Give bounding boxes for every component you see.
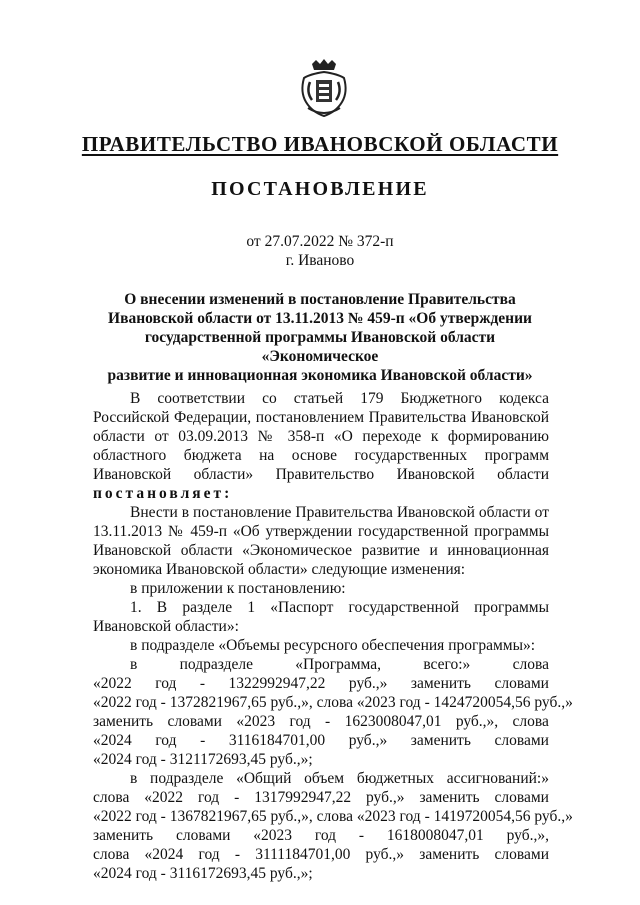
- word: слова: [93, 846, 130, 863]
- word: «2023: [253, 827, 293, 844]
- word: заменить: [410, 732, 471, 749]
- word: руб.,»,: [506, 827, 549, 844]
- word: подразделе: [150, 770, 224, 787]
- word: «2022: [144, 789, 184, 806]
- word: подразделе: [179, 656, 253, 673]
- paragraph-resources-subsection: в подразделе «Объемы ресурсного обеспечения программы»:: [130, 637, 536, 654]
- word: руб.,»: [348, 732, 388, 749]
- word: руб.,»: [348, 675, 388, 692]
- word: словами: [494, 675, 549, 692]
- paragraph-preamble: [93, 389, 549, 503]
- text-line: [93, 712, 549, 731]
- text-line: [93, 845, 549, 864]
- word: слова: [512, 713, 549, 730]
- word: бюджетных: [356, 770, 434, 787]
- word: 1618008047,01: [386, 827, 484, 844]
- word: в: [130, 656, 138, 673]
- subject-line: развитие и инновационная экономика Ивановской области»: [107, 367, 533, 384]
- text-line: [93, 826, 549, 845]
- word: -: [325, 713, 331, 730]
- word: год: [155, 675, 177, 692]
- word: 1623008047,01: [344, 713, 442, 730]
- word: 1322992947,22: [228, 675, 326, 692]
- text-line: [93, 769, 549, 788]
- word: 3116184701,00: [228, 732, 326, 749]
- government-title: ПРАВИТЕЛЬСТВО ИВАНОВСКОЙ ОБЛАСТИ: [81, 132, 559, 156]
- word: объем: [304, 770, 345, 787]
- word: год: [155, 732, 177, 749]
- word: слова: [512, 656, 549, 673]
- word: год: [314, 827, 337, 844]
- word: руб.,»,: [455, 713, 499, 730]
- word: год: [197, 789, 220, 806]
- coat-of-arms-emblem: [298, 58, 350, 120]
- word: -: [200, 732, 206, 749]
- text-line: [93, 731, 549, 750]
- text-line: [93, 788, 549, 807]
- text-line: [93, 655, 549, 674]
- paragraph-program-total: [93, 655, 573, 769]
- word: словами: [167, 713, 222, 730]
- paragraph-budget-allocations: [93, 769, 573, 883]
- word: -: [199, 675, 206, 692]
- paragraph-amendment-intro: Внести в постановление Правительства Ивановской области от 13.11.2013 № 459-п «Об утверждении государственной программы Ивановской области «Экономическое развитие и инновационная экономика Ивановской области» следующие изменения:: [93, 504, 549, 578]
- word: словами: [494, 732, 549, 749]
- paragraph-appendix: в приложении к постановлению:: [130, 580, 346, 597]
- word: «2024: [144, 846, 184, 863]
- text-line: «2022 год - 1372821967,65 руб.,», слова «2023 год - 1424720054,56 руб.,»: [93, 694, 573, 711]
- word: «2024: [93, 732, 132, 749]
- word: -: [234, 789, 240, 806]
- text-line: «2024 год - 3121172693,45 руб.,»;: [93, 751, 313, 768]
- subject-line: О внесении изменений в постановление Правительства: [124, 291, 516, 308]
- word: в: [130, 770, 138, 787]
- word: руб.,»: [366, 789, 405, 806]
- paragraph-section-1: 1. В разделе 1 «Паспорт государственной программы Ивановской области»:: [93, 599, 549, 635]
- word: словами: [494, 789, 549, 806]
- subject-line: Ивановской области от 13.11.2013 № 459-п «Об утверждении: [108, 310, 532, 327]
- document-type: ПОСТАНОВЛЕНИЕ: [211, 178, 429, 200]
- word: «2023: [236, 713, 276, 730]
- word: год: [289, 713, 311, 730]
- word: всего:»: [423, 656, 471, 673]
- word: заменить: [419, 846, 480, 863]
- subject-line: государственной программы Ивановской области «Экономическое: [144, 329, 496, 365]
- word: «2022: [93, 675, 132, 692]
- word: заменить: [93, 713, 154, 730]
- text-line: [93, 674, 549, 693]
- resolves-keyword: постановляет:: [93, 485, 233, 502]
- word: заменить: [410, 675, 471, 692]
- document-body: [93, 389, 573, 883]
- word: заменить: [93, 827, 154, 844]
- text-line: «2024 год - 3116172693,45 руб.,»;: [93, 865, 313, 882]
- word: -: [234, 846, 241, 863]
- preamble-text: В соответствии со статьей 179 Бюджетного кодекса Российской Федерации, постановлением Правительства Ивановской области от 03.09.2013 № 358-п «О переходе к формированию областного бюджета на основе государственных программ Ивановской области» Правительство Ивановской области: [93, 390, 549, 483]
- word: словами: [175, 827, 231, 844]
- word: словами: [494, 846, 549, 863]
- word: руб.,»: [365, 846, 405, 863]
- word: заменить: [419, 789, 480, 806]
- word: «Общий: [236, 770, 292, 787]
- word: 3111184701,00: [255, 846, 351, 863]
- word: «Программа,: [295, 656, 381, 673]
- word: ассигнований:»: [446, 770, 549, 787]
- word: год: [198, 846, 220, 863]
- word: 1317992947,22: [254, 789, 352, 806]
- document-city: г. Иваново: [285, 252, 355, 269]
- word: слова: [93, 789, 130, 806]
- document-subject: [90, 290, 550, 385]
- document-date-number: от 27.07.2022 № 372-п: [246, 233, 394, 250]
- text-line: «2022 год - 1367821967,65 руб.,», слова «2023 год - 1419720054,56 руб.,»: [93, 808, 573, 825]
- word: -: [358, 827, 365, 844]
